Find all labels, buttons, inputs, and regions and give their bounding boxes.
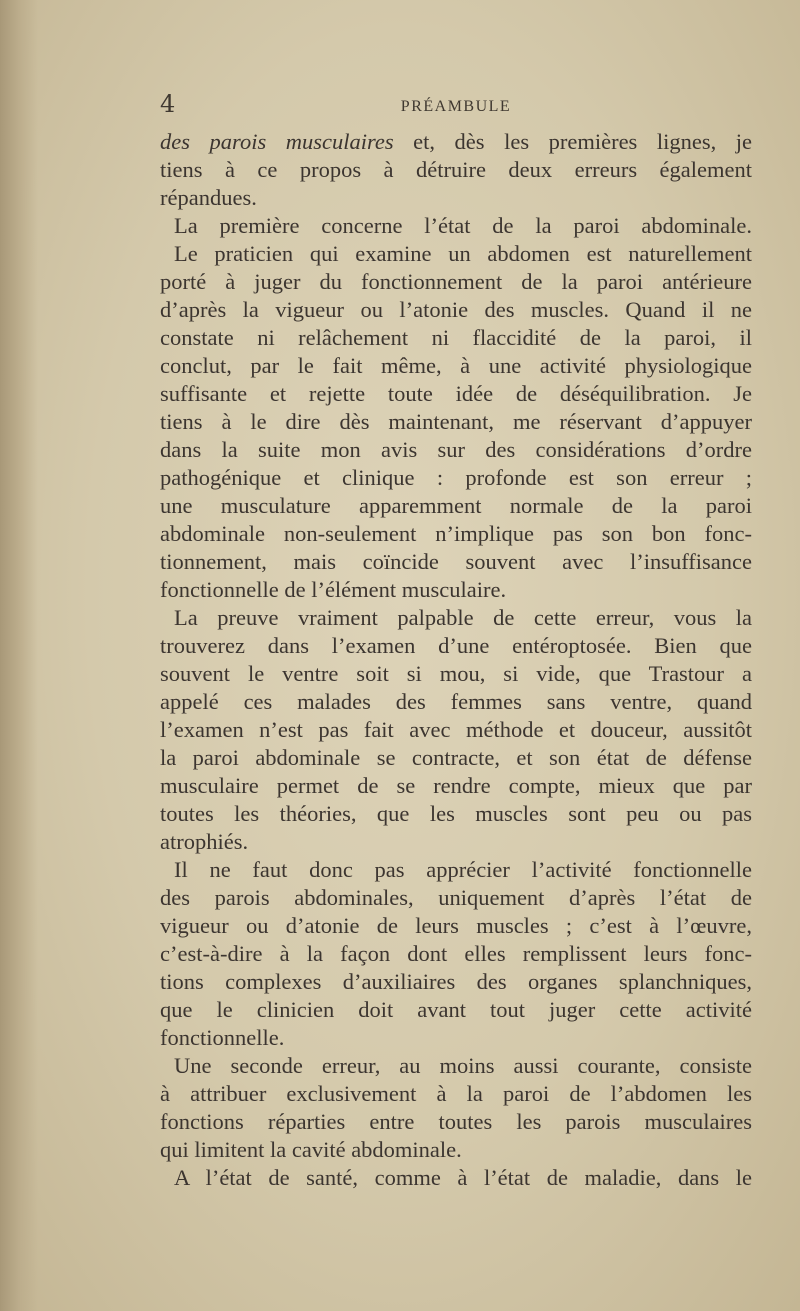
- text-line: d’après la vigueur ou l’atonie des muscles. Quand il ne: [160, 297, 752, 322]
- text-line: suffisante et rejette toute idée de déséquilibration. Je: [160, 381, 752, 406]
- text-line: souvent le ventre soit si mou, si vide, que Trastour a: [160, 661, 752, 686]
- text-line: que le clinicien doit avant tout juger cette activité: [160, 997, 752, 1022]
- text-line: des parois musculaires et, dès les premières lignes, je: [160, 129, 752, 154]
- text-line: appelé ces malades des femmes sans ventre, quand: [160, 689, 752, 714]
- text-line: tiens à le dire dès maintenant, me réservant d’appuyer: [160, 409, 752, 434]
- running-head: PRÉAMBULE: [400, 98, 512, 115]
- paragraph-first-line: Une seconde erreur, au moins aussi courante, consiste: [174, 1053, 752, 1078]
- text-line: dans la suite mon avis sur des considérations d’ordre: [160, 437, 752, 462]
- text-line: l’examen n’est pas fait avec méthode et douceur, aussitôt: [160, 717, 752, 742]
- text-line: conclut, par le fait même, à une activité physiologique: [160, 353, 752, 378]
- paragraph-first-line: La première concerne l’état de la paroi abdominale.: [174, 213, 752, 238]
- text-line: la paroi abdominale se contracte, et son état de défense: [160, 745, 752, 770]
- text-line: fonctionnelle de l’élément musculaire.: [160, 577, 507, 602]
- text-line: toutes les théories, que les muscles sont peu ou pas: [160, 801, 752, 826]
- text-line: à attribuer exclusivement à la paroi de l’abdomen les: [160, 1081, 752, 1106]
- text-line: fonctions réparties entre toutes les parois musculaires: [160, 1109, 752, 1134]
- page-number: 4: [160, 90, 176, 118]
- text-line: tionnement, mais coïncide souvent avec l’insuffisance: [160, 549, 752, 574]
- text-line: porté à juger du fonctionnement de la paroi antérieure: [160, 269, 752, 294]
- text-line: pathogénique et clinique : profonde est son erreur ;: [160, 465, 752, 490]
- text-line: des parois abdominales, uniquement d’après l’état de: [160, 885, 752, 910]
- text-line: une musculature apparemment normale de la paroi: [160, 493, 752, 518]
- text-line: atrophiés.: [160, 829, 249, 854]
- text-line: qui limitent la cavité abdominale.: [160, 1137, 462, 1162]
- body-text: [160, 128, 752, 1192]
- text-line: constate ni relâchement ni flaccidité de la paroi, il: [160, 325, 752, 350]
- text-line: musculaire permet de se rendre compte, mieux que par: [160, 773, 752, 798]
- text-line: répandues.: [160, 185, 257, 210]
- text-line: fonctionnelle.: [160, 1025, 285, 1050]
- text-line: c’est-à-dire à la façon dont elles remplissent leurs fonc-: [160, 941, 752, 966]
- paragraph-first-line: La preuve vraiment palpable de cette erreur, vous la: [174, 605, 752, 630]
- page-header: [160, 90, 752, 120]
- text-line: abdominale non-seulement n’implique pas son bon fonc-: [160, 521, 752, 546]
- paragraph-first-line: Il ne faut donc pas apprécier l’activité fonctionnelle: [174, 857, 752, 882]
- text-line: vigueur ou d’atonie de leurs muscles ; c’est à l’œuvre,: [160, 913, 752, 938]
- paragraph-first-line: A l’état de santé, comme à l’état de maladie, dans le: [174, 1165, 752, 1190]
- text-line: tions complexes d’auxiliaires des organes splanchniques,: [160, 969, 752, 994]
- text-line: trouverez dans l’examen d’une entéroptosée. Bien que: [160, 633, 752, 658]
- page-binding-edge: [0, 0, 38, 1311]
- paragraph-first-line: Le praticien qui examine un abdomen est naturellement: [174, 241, 752, 266]
- text-line: tiens à ce propos à détruire deux erreurs également: [160, 157, 752, 182]
- italic-phrase: des parois musculaires: [160, 129, 394, 154]
